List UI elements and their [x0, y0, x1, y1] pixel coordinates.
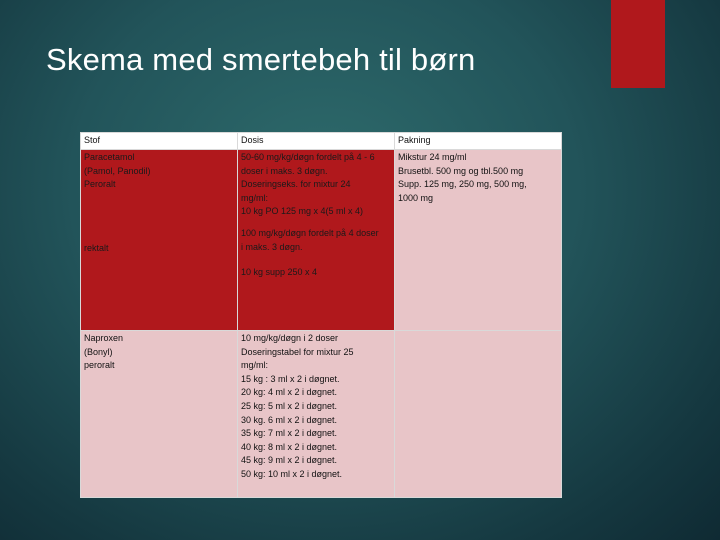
stof-route: peroralt — [84, 360, 115, 371]
dosis-line: 45 kg: 9 ml x 2 i døgnet. — [241, 455, 338, 466]
dosis-line: 10 kg PO 125 mg x 4(5 ml x 4) — [241, 206, 364, 217]
dosis-line: Doseringseks. for mixtur 24 — [241, 179, 351, 190]
dosis-line: doser i maks. 3 døgn. — [241, 165, 328, 176]
stof-brand: (Bonyl) — [84, 346, 113, 357]
slide-title: Skema med smertebeh til børn — [46, 42, 476, 77]
dosis-line: 40 kg: 8 ml x 2 i døgnet. — [241, 441, 338, 452]
stof-brand: (Pamol, Panodil) — [84, 165, 151, 176]
table-row-naproxen — [81, 331, 562, 498]
dosis-line: 35 kg: 7 ml x 2 i døgnet. — [241, 428, 338, 439]
dosis-line: 20 kg: 4 ml x 2 i døgnet. — [241, 387, 338, 398]
dosis-line: mg/ml: — [241, 192, 268, 203]
cell-stof-paracetamol — [81, 150, 238, 331]
table-header-row — [81, 133, 562, 150]
stof-name: Naproxen — [84, 333, 124, 343]
dosis-rektal-line: i maks. 3 døgn. — [241, 241, 303, 252]
cell-pakning-paracetamol — [395, 150, 562, 331]
cell-dosis-naproxen — [238, 331, 395, 498]
stof-route: Peroralt — [84, 179, 116, 190]
stof-route-rektal: rektalt — [84, 242, 109, 253]
header-pakning: Pakning — [395, 133, 562, 150]
pakning-line: Mikstur 24 mg/ml — [398, 152, 467, 162]
cell-pakning-naproxen — [395, 331, 562, 498]
dosis-line: 50 kg: 10 ml x 2 i døgnet. — [241, 468, 343, 479]
stof-name: Paracetamol — [84, 152, 135, 162]
header-stof: Stof — [81, 133, 238, 150]
cell-dosis-paracetamol — [238, 150, 395, 331]
cell-stof-naproxen — [81, 331, 238, 498]
dosis-rektal-line: 100 mg/kg/døgn fordelt på 4 doser — [241, 227, 379, 238]
dosis-line: 15 kg : 3 ml x 2 i døgnet. — [241, 373, 340, 384]
pakning-line: 1000 mg — [398, 192, 434, 203]
dosis-line: 30 kg. 6 ml x 2 i døgnet. — [241, 414, 338, 425]
dosis-line: mg/ml: — [241, 360, 268, 371]
dosage-table — [80, 132, 562, 498]
table-row-paracetamol — [81, 150, 562, 331]
dosis-line: 10 mg/kg/døgn i 2 doser — [241, 333, 339, 343]
dosis-line: 25 kg: 5 ml x 2 i døgnet. — [241, 400, 338, 411]
dosis-line: 50-60 mg/kg/døgn fordelt på 4 - 6 — [241, 152, 375, 162]
dosis-line: Doseringstabel for mixtur 25 — [241, 346, 354, 357]
header-dosis: Dosis — [238, 133, 395, 150]
pakning-line: Brusetbl. 500 mg og tbl.500 mg — [398, 165, 524, 176]
pakning-line: Supp. 125 mg, 250 mg, 500 mg, — [398, 179, 527, 190]
dosis-rektal-example: 10 kg supp 250 x 4 — [241, 267, 318, 278]
accent-bar — [611, 0, 665, 88]
